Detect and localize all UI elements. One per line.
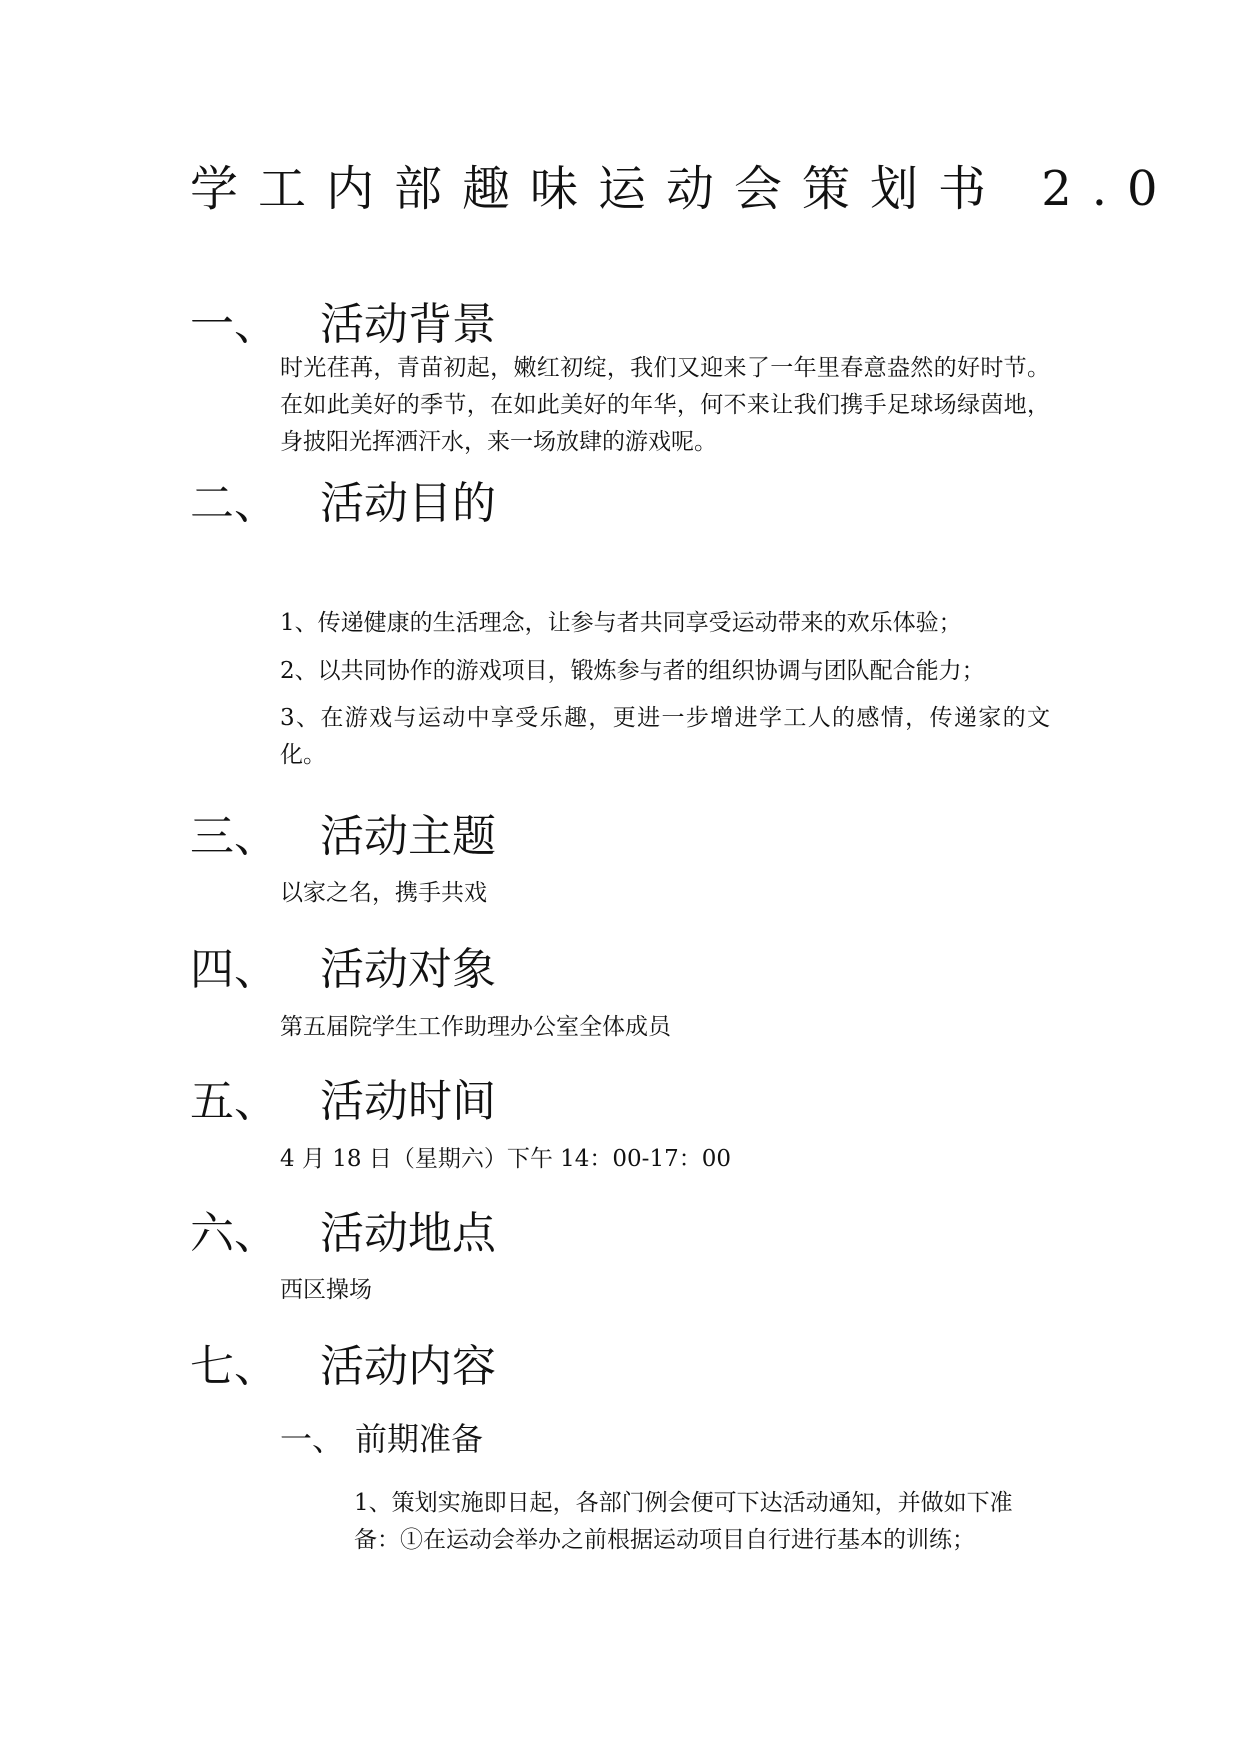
- location-text: 西区操场: [280, 1277, 372, 1303]
- section-heading: 活动主题: [320, 811, 496, 862]
- section-number: 七、: [190, 1341, 278, 1392]
- section-heading: 活动时间: [320, 1076, 496, 1127]
- preparation-paragraph: 1、策划实施即日起，各部门例会便可下达活动通知，并做如下准备：①在运动会举办之前根据运动项目自行进行基本的训练；: [354, 1490, 1013, 1553]
- subsection-number: 一、: [280, 1420, 345, 1458]
- section-number: 六、: [190, 1208, 278, 1259]
- section-number: 五、: [190, 1076, 278, 1127]
- section-heading: 活动对象: [320, 944, 496, 995]
- participants-text: 第五届院学生工作助理办公室全体成员: [280, 1014, 671, 1040]
- section-heading: 活动背景: [320, 299, 496, 350]
- section-number: 一、: [190, 299, 278, 350]
- purpose-item: 3、在游戏与运动中享受乐趣，更进一步增进学工人的感情，传递家的文化。: [280, 705, 1050, 768]
- section-number: 四、: [190, 944, 278, 995]
- section-heading: 活动地点: [320, 1208, 496, 1259]
- background-paragraph: 时光荏苒，青苗初起，嫩红初绽，我们又迎来了一年里春意盎然的好时节。在如此美好的季节，在如此美好的年华，何不来让我们携手足球场绿茵地，身披阳光挥洒汗水，来一场放肆的游戏呢。: [280, 355, 1050, 455]
- subsection-heading: 前期准备: [355, 1420, 484, 1458]
- time-text: 4 月 18 日（星期六）下午 14：00-17：00: [280, 1146, 731, 1172]
- section-heading: 活动内容: [320, 1341, 496, 1392]
- section-number: 三、: [190, 811, 278, 862]
- document-title: 学工内部趣味运动会策划书 2.0: [190, 161, 1178, 217]
- purpose-item: 2、以共同协作的游戏项目，锻炼参与者的组织协调与团队配合能力；: [280, 658, 985, 684]
- section-heading: 活动目的: [320, 478, 496, 529]
- section-number: 二、: [190, 478, 278, 529]
- purpose-item: 1、传递健康的生活理念，让参与者共同享受运动带来的欢乐体验；: [280, 610, 962, 636]
- theme-text: 以家之名，携手共戏: [280, 880, 487, 906]
